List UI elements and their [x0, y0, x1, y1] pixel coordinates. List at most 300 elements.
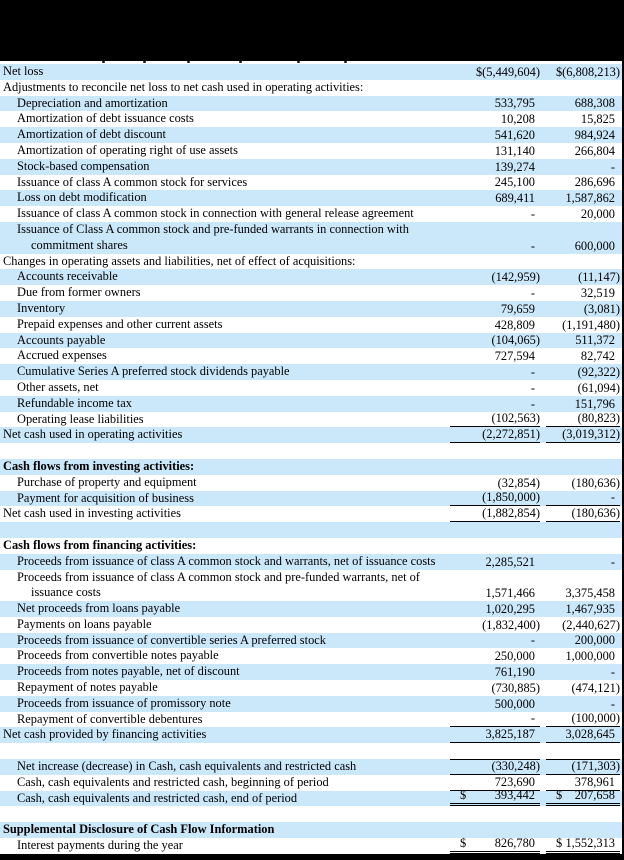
- amount-value: 3,825,187: [485, 727, 535, 742]
- row-label-text: Issuance of class A common stock in connection with general release agreement: [17, 206, 414, 221]
- amount-value: $(6,808,213): [555, 64, 620, 79]
- amount-value: 200,000: [574, 633, 615, 648]
- row-label: [0, 364, 450, 380]
- amount-value: 1,587,862: [565, 191, 615, 206]
- text-descender-artifact: [143, 61, 146, 63]
- amount-value: 1,467,935: [565, 601, 615, 616]
- row-label: [0, 538, 450, 554]
- amount-value: 1,000,000: [565, 649, 615, 664]
- amount-value: (1,882,854): [482, 506, 540, 521]
- row-label-text: Accounts receivable: [17, 269, 118, 284]
- row-label-text: Operating lease liabilities: [17, 411, 144, 426]
- amount-col2: [546, 269, 620, 285]
- table-row: [0, 206, 622, 222]
- row-label: [0, 822, 450, 838]
- amount-value: 600,000: [574, 238, 615, 253]
- amount-col2: [546, 127, 620, 143]
- row-label: [0, 664, 450, 680]
- amount-col2: [546, 664, 620, 680]
- amount-col2: [546, 617, 620, 633]
- row-label-text: Proceeds from notes payable, net of discount: [17, 664, 240, 679]
- row-label: [0, 127, 450, 143]
- amount-value: 32,519: [580, 285, 615, 300]
- amount-value: (3,019,312): [562, 427, 620, 442]
- amount-col1: [450, 727, 540, 743]
- dollar-sign: $: [556, 835, 563, 850]
- row-label: [0, 838, 450, 854]
- amount-value: 1,571,466: [485, 586, 535, 601]
- row-label-text: Proceeds from convertible notes payable: [17, 648, 219, 663]
- row-label-text: Changes in operating assets and liabilities, net of effect of acquisitions:: [3, 253, 356, 268]
- cash-flow-table: [0, 64, 622, 854]
- row-label: [0, 269, 450, 285]
- text-descender-artifact: [239, 61, 242, 63]
- row-label: [0, 617, 450, 633]
- amount-value: (730,885): [491, 680, 540, 695]
- amount-col2: [546, 333, 620, 349]
- table-row: [0, 348, 622, 364]
- amount-col2: [546, 443, 620, 459]
- amount-col1: [450, 64, 540, 80]
- row-label: [0, 459, 450, 475]
- amount-value: 207,658: [574, 788, 615, 803]
- row-label: [0, 427, 450, 443]
- amount-value: 139,274: [494, 159, 535, 174]
- table-row: [0, 96, 622, 112]
- table-row: [0, 254, 622, 270]
- table-row: [0, 538, 622, 554]
- amount-value: (32,854): [497, 475, 540, 490]
- row-label-text: Inventory: [17, 300, 66, 315]
- amount-col2: [546, 396, 620, 412]
- amount-col2: [546, 206, 620, 222]
- amount-value: -: [530, 238, 535, 253]
- row-label: [0, 443, 450, 459]
- amount-col1: [450, 254, 540, 270]
- amount-value: 723,690: [494, 774, 535, 789]
- amount-col2: [546, 175, 620, 191]
- redacted-header-block: [0, 0, 624, 61]
- amount-value: $(5,449,604): [475, 64, 540, 79]
- table-row: [0, 333, 622, 349]
- amount-value: 3,375,458: [565, 586, 615, 601]
- amount-value: -: [530, 364, 535, 379]
- row-label-text: Net loss: [3, 64, 44, 78]
- amount-value: -: [610, 490, 615, 505]
- amount-col2: [546, 412, 620, 428]
- row-label-text: Net cash provided by financing activities: [3, 727, 207, 742]
- amount-value: 500,000: [494, 696, 535, 711]
- row-label: [0, 80, 450, 96]
- amount-col2: [546, 222, 620, 254]
- amount-col2: [546, 491, 620, 507]
- row-label-text: Interest payments during the year: [17, 838, 183, 853]
- amount-col2: [546, 364, 620, 380]
- amount-value: 511,372: [575, 333, 615, 348]
- spacer-row: [0, 443, 622, 459]
- amount-col2: [546, 835, 620, 854]
- row-label: [0, 491, 450, 507]
- amount-value: (474,121): [571, 680, 620, 695]
- amount-col2: [546, 759, 620, 775]
- row-label: [0, 775, 450, 791]
- row-label-text: Supplemental Disclosure of Cash Flow Information: [3, 822, 275, 837]
- row-label-text: Payment for acquisition of business: [17, 490, 194, 505]
- row-label-text: Proceeds from issuance of class A common stock and pre-funded warrants, net of: [17, 569, 420, 584]
- amount-col1: [450, 412, 540, 428]
- amount-value: 984,924: [574, 127, 615, 142]
- row-label-text: Cash flows from financing activities:: [3, 537, 197, 552]
- amount-value: (11,147): [578, 270, 620, 285]
- table-row: [0, 648, 622, 664]
- amount-col2: [546, 427, 620, 443]
- amount-value: (104,065): [491, 333, 540, 348]
- row-label-text: Net proceeds from loans payable: [17, 601, 181, 616]
- amount-col1: [450, 680, 540, 696]
- amount-col2: [546, 522, 620, 538]
- row-label: [0, 380, 450, 396]
- amount-col1: [450, 301, 540, 317]
- amount-value: (180,636): [571, 506, 620, 521]
- amount-value: -: [610, 159, 615, 174]
- row-label-text: Amortization of debt issuance costs: [17, 111, 194, 126]
- amount-col1: [450, 364, 540, 380]
- amount-col1: [450, 475, 540, 491]
- row-label-text: Cash, cash equivalents and restricted cash, beginning of period: [17, 774, 329, 789]
- amount-value: (2,440,627): [562, 617, 620, 632]
- amount-value: (171,303): [571, 758, 620, 773]
- row-label-text: Proceeds from issuance of class A common stock and warrants, net of issuance costs: [17, 553, 436, 568]
- amount-col2: [546, 554, 620, 570]
- amount-col1: [450, 96, 540, 112]
- row-label-text: Adjustments to reconcile net loss to net cash used in operating activities:: [3, 79, 364, 94]
- amount-col1: [450, 222, 540, 254]
- amount-col1: [450, 743, 540, 759]
- row-label-text: Payments on loans payable: [17, 616, 152, 631]
- amount-col1: [450, 111, 540, 127]
- amount-col1: [450, 835, 540, 854]
- row-label-text: Other assets, net: [17, 379, 99, 394]
- table-row: [0, 412, 622, 428]
- amount-col2: [546, 648, 620, 664]
- row-label-text-line2: commitment shares: [31, 237, 128, 252]
- row-label-text: Stock-based compensation: [17, 158, 150, 173]
- amount-value: 541,620: [494, 127, 535, 142]
- table-row: [0, 554, 622, 570]
- amount-value: (1,191,480): [562, 317, 620, 332]
- row-label: [0, 396, 450, 412]
- amount-value: 79,659: [500, 301, 535, 316]
- amount-col1: [450, 127, 540, 143]
- row-label: [0, 743, 450, 759]
- table-row: [0, 601, 622, 617]
- amount-value: (2,272,851): [482, 427, 540, 442]
- table-row: [0, 396, 622, 412]
- row-label: [0, 648, 450, 664]
- amount-col1: [450, 696, 540, 712]
- table-row: [0, 111, 622, 127]
- row-label-text: Purchase of property and equipment: [17, 474, 197, 489]
- row-label: [0, 96, 450, 112]
- table-row: [0, 317, 622, 333]
- table-row: [0, 380, 622, 396]
- amount-value: 1,020,295: [485, 601, 535, 616]
- table-row: [0, 727, 622, 743]
- amount-value: (80,823): [577, 411, 620, 426]
- row-label-text: Loss on debt modification: [17, 190, 147, 205]
- amount-col1: [450, 491, 540, 507]
- amount-col1: [450, 712, 540, 728]
- table-row: [0, 285, 622, 301]
- row-label-text: Repayment of notes payable: [17, 680, 158, 695]
- amount-col2: [546, 506, 620, 522]
- table-row: [0, 64, 622, 80]
- amount-value: 131,140: [494, 143, 535, 158]
- amount-col1: [450, 788, 540, 807]
- table-row: [0, 617, 622, 633]
- row-label-text: Proceeds from issuance of convertible series A preferred stock: [17, 632, 326, 647]
- amount-value: -: [530, 711, 535, 726]
- table-row: [0, 835, 622, 854]
- amount-value: (1,850,000): [482, 490, 540, 505]
- amount-value: 688,308: [574, 96, 615, 111]
- table-row: [0, 475, 622, 491]
- amount-value: 20,000: [580, 206, 615, 221]
- table-row: [0, 175, 622, 191]
- amount-col2: [546, 80, 620, 96]
- amount-col1: [450, 554, 540, 570]
- row-label-text: Cash, cash equivalents and restricted cash, end of period: [17, 790, 298, 805]
- table-row: [0, 427, 622, 443]
- table-row: [0, 364, 622, 380]
- table-row: [0, 301, 622, 317]
- row-label-text: Repayment of convertible debentures: [17, 711, 203, 726]
- row-label: [0, 206, 450, 222]
- amount-value: -: [530, 206, 535, 221]
- row-label: [0, 412, 450, 428]
- amount-col1: [450, 601, 540, 617]
- table-row: [0, 143, 622, 159]
- amount-value: (61,094): [577, 380, 620, 395]
- text-descender-artifact: [187, 61, 190, 63]
- amount-col1: [450, 506, 540, 522]
- amount-col1: [450, 175, 540, 191]
- amount-value: (92,322): [577, 364, 620, 379]
- amount-value: 533,795: [494, 96, 535, 111]
- amount-col2: [546, 159, 620, 175]
- amount-col2: [546, 285, 620, 301]
- amount-value: (102,563): [491, 411, 540, 426]
- row-label: [0, 806, 450, 822]
- row-label: [0, 254, 450, 270]
- amount-col2: [546, 633, 620, 649]
- spacer-row: [0, 806, 622, 822]
- row-label-text: Accounts payable: [17, 332, 106, 347]
- row-label: [0, 601, 450, 617]
- amount-value: 3,028,645: [565, 727, 615, 742]
- amount-col1: [450, 380, 540, 396]
- row-label-text: Refundable income tax: [17, 395, 132, 410]
- table-row: [0, 570, 622, 602]
- table-row: [0, 127, 622, 143]
- row-label: [0, 522, 450, 538]
- row-label-text: Issuance of class A common stock for services: [17, 174, 248, 189]
- amount-value: (180,636): [571, 475, 620, 490]
- row-label-text: Prepaid expenses and other current assets: [17, 316, 223, 331]
- row-label-text: Cash flows from investing activities:: [3, 458, 195, 473]
- amount-col1: [450, 617, 540, 633]
- amount-col1: [450, 285, 540, 301]
- amount-col2: [546, 696, 620, 712]
- amount-col1: [450, 348, 540, 364]
- amount-value: 10,208: [500, 112, 535, 127]
- amount-col2: [546, 254, 620, 270]
- row-label: [0, 633, 450, 649]
- amount-col2: [546, 96, 620, 112]
- amount-value: 82,742: [580, 349, 615, 364]
- table-row: [0, 680, 622, 696]
- amount-col2: [546, 190, 620, 206]
- row-label: [0, 285, 450, 301]
- row-label: [0, 712, 450, 728]
- table-row: [0, 269, 622, 285]
- amount-col2: [546, 459, 620, 475]
- row-label: [0, 111, 450, 127]
- row-label: [0, 175, 450, 191]
- row-label: [0, 727, 450, 743]
- amount-col1: [450, 664, 540, 680]
- amount-col1: [450, 80, 540, 96]
- row-label-text: Proceeds from issuance of promissory note: [17, 695, 231, 710]
- amount-value: (1,832,400): [482, 617, 540, 632]
- amount-col2: [546, 64, 620, 80]
- row-label: [0, 696, 450, 712]
- spacer-row: [0, 743, 622, 759]
- amount-col1: [450, 443, 540, 459]
- row-label: [0, 759, 450, 775]
- amount-value: 761,190: [494, 665, 535, 680]
- row-label: [0, 348, 450, 364]
- table-row: [0, 696, 622, 712]
- row-label: [0, 791, 450, 807]
- amount-value: -: [530, 396, 535, 411]
- amount-col1: [450, 269, 540, 285]
- spacer-row: [0, 522, 622, 538]
- row-label-text: Depreciation and amortization: [17, 95, 168, 110]
- table-row: [0, 459, 622, 475]
- table-row: [0, 788, 622, 807]
- row-label: [0, 301, 450, 317]
- amount-value: 689,411: [495, 191, 535, 206]
- amount-value: 286,696: [574, 175, 615, 190]
- amount-value: 250,000: [494, 649, 535, 664]
- amount-col2: [546, 538, 620, 554]
- row-label: [0, 506, 450, 522]
- row-label-text: Due from former owners: [17, 285, 141, 300]
- amount-col1: [450, 206, 540, 222]
- amount-col1: [450, 333, 540, 349]
- row-label: [0, 554, 450, 570]
- amount-col2: [546, 806, 620, 822]
- row-label: [0, 222, 450, 254]
- amount-value: -: [610, 554, 615, 569]
- amount-value: (3,081): [583, 301, 620, 316]
- amount-value: 245,100: [494, 175, 535, 190]
- amount-value: -: [610, 696, 615, 711]
- table-row: [0, 491, 622, 507]
- amount-value: 2,285,521: [485, 554, 535, 569]
- amount-col1: [450, 538, 540, 554]
- amount-value: -: [530, 380, 535, 395]
- amount-value: 1,552,313: [565, 835, 615, 850]
- amount-col1: [450, 522, 540, 538]
- amount-value: 826,780: [494, 835, 535, 850]
- amount-col1: [450, 648, 540, 664]
- row-label-text: Amortization of operating right of use assets: [17, 142, 238, 157]
- text-descender-artifact: [297, 61, 300, 63]
- row-label: [0, 317, 450, 333]
- amount-col1: [450, 570, 540, 602]
- amount-col1: [450, 396, 540, 412]
- table-row: [0, 159, 622, 175]
- amount-value: (100,000): [571, 711, 620, 726]
- amount-col1: [450, 427, 540, 443]
- row-label: [0, 143, 450, 159]
- amount-col2: [546, 111, 620, 127]
- amount-col2: [546, 317, 620, 333]
- row-label: [0, 64, 450, 80]
- text-descender-artifact: [102, 61, 105, 63]
- row-label: [0, 159, 450, 175]
- amount-col1: [450, 190, 540, 206]
- amount-col1: [450, 806, 540, 822]
- table-row: [0, 664, 622, 680]
- amount-col2: [546, 743, 620, 759]
- amount-value: 15,825: [580, 112, 615, 127]
- table-row: [0, 759, 622, 775]
- amount-col2: [546, 348, 620, 364]
- table-row: [0, 190, 622, 206]
- dollar-sign: $: [556, 788, 563, 803]
- row-label-text: Net cash used in investing activities: [3, 506, 181, 521]
- row-label-text: Issuance of Class A common stock and pre-funded warrants in connection with: [17, 221, 409, 236]
- amount-value: 378,961: [574, 774, 615, 789]
- amount-col2: [546, 680, 620, 696]
- amount-col1: [450, 143, 540, 159]
- row-label: [0, 475, 450, 491]
- row-label-text: Accrued expenses: [17, 348, 107, 363]
- amount-col2: [546, 143, 620, 159]
- dollar-sign: $: [460, 835, 467, 850]
- row-label-text: Amortization of debt discount: [17, 127, 167, 142]
- amount-col2: [546, 570, 620, 602]
- amount-value: 266,804: [574, 143, 615, 158]
- amount-value: -: [610, 665, 615, 680]
- amount-value: 393,442: [494, 788, 535, 803]
- amount-col2: [546, 788, 620, 807]
- amount-value: 428,809: [494, 317, 535, 332]
- row-label: [0, 190, 450, 206]
- table-row: [0, 633, 622, 649]
- amount-col1: [450, 459, 540, 475]
- amount-col2: [546, 475, 620, 491]
- amount-col2: [546, 601, 620, 617]
- row-label-text: Net increase (decrease) in Cash, cash equivalents and restricted cash: [17, 759, 357, 774]
- row-label: [0, 570, 450, 602]
- amount-value: 727,594: [494, 349, 535, 364]
- amount-col2: [546, 727, 620, 743]
- amount-col2: [546, 712, 620, 728]
